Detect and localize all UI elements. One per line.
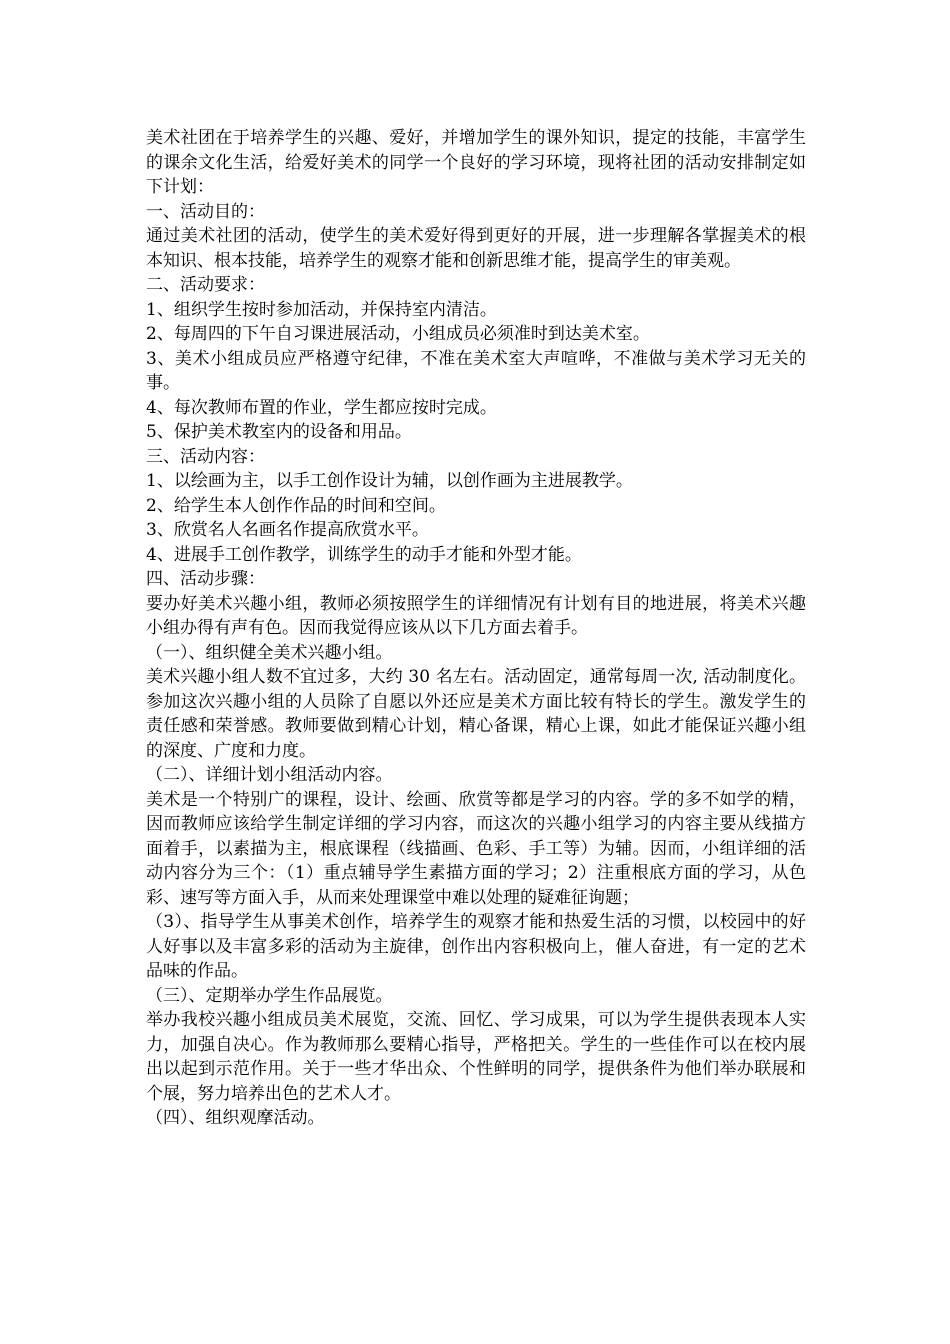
section-heading-purpose: 一、活动目的： — [146, 201, 265, 222]
subheading-exhibition: （三）、定期举办学生作品展览。 — [146, 985, 393, 1006]
subheading-plan: （二）、详细计划小组活动内容。 — [146, 765, 393, 785]
intro-paragraph: 美术社团在于培养学生的兴趣、爱好，并增加学生的课外知识，提定的技能，丰富学生的课余文化生活，给爱好美术的同学一个良好的学习环境，现将社团的活动安排制定如下计划： — [146, 128, 806, 197]
requirement-item: 1、组织学生按时参加活动，并保持室内清洁。 — [146, 299, 497, 320]
requirement-item: 4、每次教师布置的作业，学生都应按时完成。 — [146, 397, 497, 418]
subheading-observation: （四）、组织观摩活动。 — [146, 1108, 325, 1128]
document-body — [146, 126, 806, 1131]
purpose-paragraph: 通过美术社团的活动，使学生的美术爱好得到更好的开展，进一步理解各掌握美术的根本知识、根本技能，培养学生的观察才能和创新思维才能，提高学生的审美观。 — [146, 226, 806, 271]
organize-paragraph: 美术兴趣小组人数不宜过多，大约 30 名左右。活动固定，通常每周一次, 活动制度化。参加这次兴趣小组的人员除了自愿以外还应是美术方面比较有特长的学生。激发学生的责任感和荣誉感。教师要做到精心计划，精心备课，精心上课，如此才能保证兴趣小组的深度、广度和力度。 — [146, 667, 806, 761]
requirement-item: 2、每周四的下午自习课进展活动，小组成员必须准时到达美术室。 — [146, 324, 650, 344]
exhibition-paragraph: 举办我校兴趣小组成员美术展览，交流、回忆、学习成果，可以为学生提供表现本人实力，加强自决心。作为教师那么要精心指导，严格把关。学生的一些佳作可以在校内展出以起到示范作用。关于一些才华出众、个性鲜明的同学，提供条件为他们举办联展和个展，努力培养出色的艺术人才。 — [146, 1010, 806, 1104]
section-heading-content: 三、活动内容： — [146, 446, 265, 467]
section-heading-requirements: 二、活动要求： — [146, 275, 265, 295]
content-item: 4、进展手工创作教学，训练学生的动手才能和外型才能。 — [146, 544, 582, 565]
section-heading-steps: 四、活动步骤： — [146, 569, 265, 589]
content-item: 3、欣赏名人名画名作提高欣赏水平。 — [146, 520, 429, 540]
plan-paragraph-continued: （3）、指导学生从事美术创作，培养学生的观察才能和热爱生活的习惯，以校园中的好人好事以及丰富多彩的活动为主旋律，创作出内容积极向上，催人奋进，有一定的艺术品味的作品。 — [146, 912, 806, 981]
subheading-organize: （一）、组织健全美术兴趣小组。 — [146, 642, 393, 663]
content-item: 2、给学生本人创作作品的时间和空间。 — [146, 495, 446, 516]
requirement-item: 3、美术小组成员应严格遵守纪律，不准在美术室大声喧哗，不准做与美术学习无关的事。 — [146, 348, 806, 393]
requirement-item: 5、保护美术教室内的设备和用品。 — [146, 422, 412, 442]
steps-paragraph: 要办好美术兴趣小组，教师必须按照学生的详细情况有计划有目的地进展，将美术兴趣小组办得有声有色。因而我觉得应该从以下几方面去着手。 — [146, 593, 806, 638]
content-item: 1、以绘画为主，以手工创作设计为辅，以创作画为主进展教学。 — [146, 471, 633, 491]
plan-paragraph: 美术是一个特别广的课程，设计、绘画、欣赏等都是学习的内容。学的多不如学的精，因而教师应该给学生制定详细的学习内容，而这次的兴趣小组学习的内容主要从线描方面着手，以素描为主，根底课程（线描画、色彩、手工等）为辅。因而，小组详细的活动内容分为三个：（1）重点辅导学生素描方面的学习；2）注重根底方面的学习，从色彩、速写等方面入手，从而来处理课堂中难以处理的疑难征询题； — [146, 789, 806, 908]
